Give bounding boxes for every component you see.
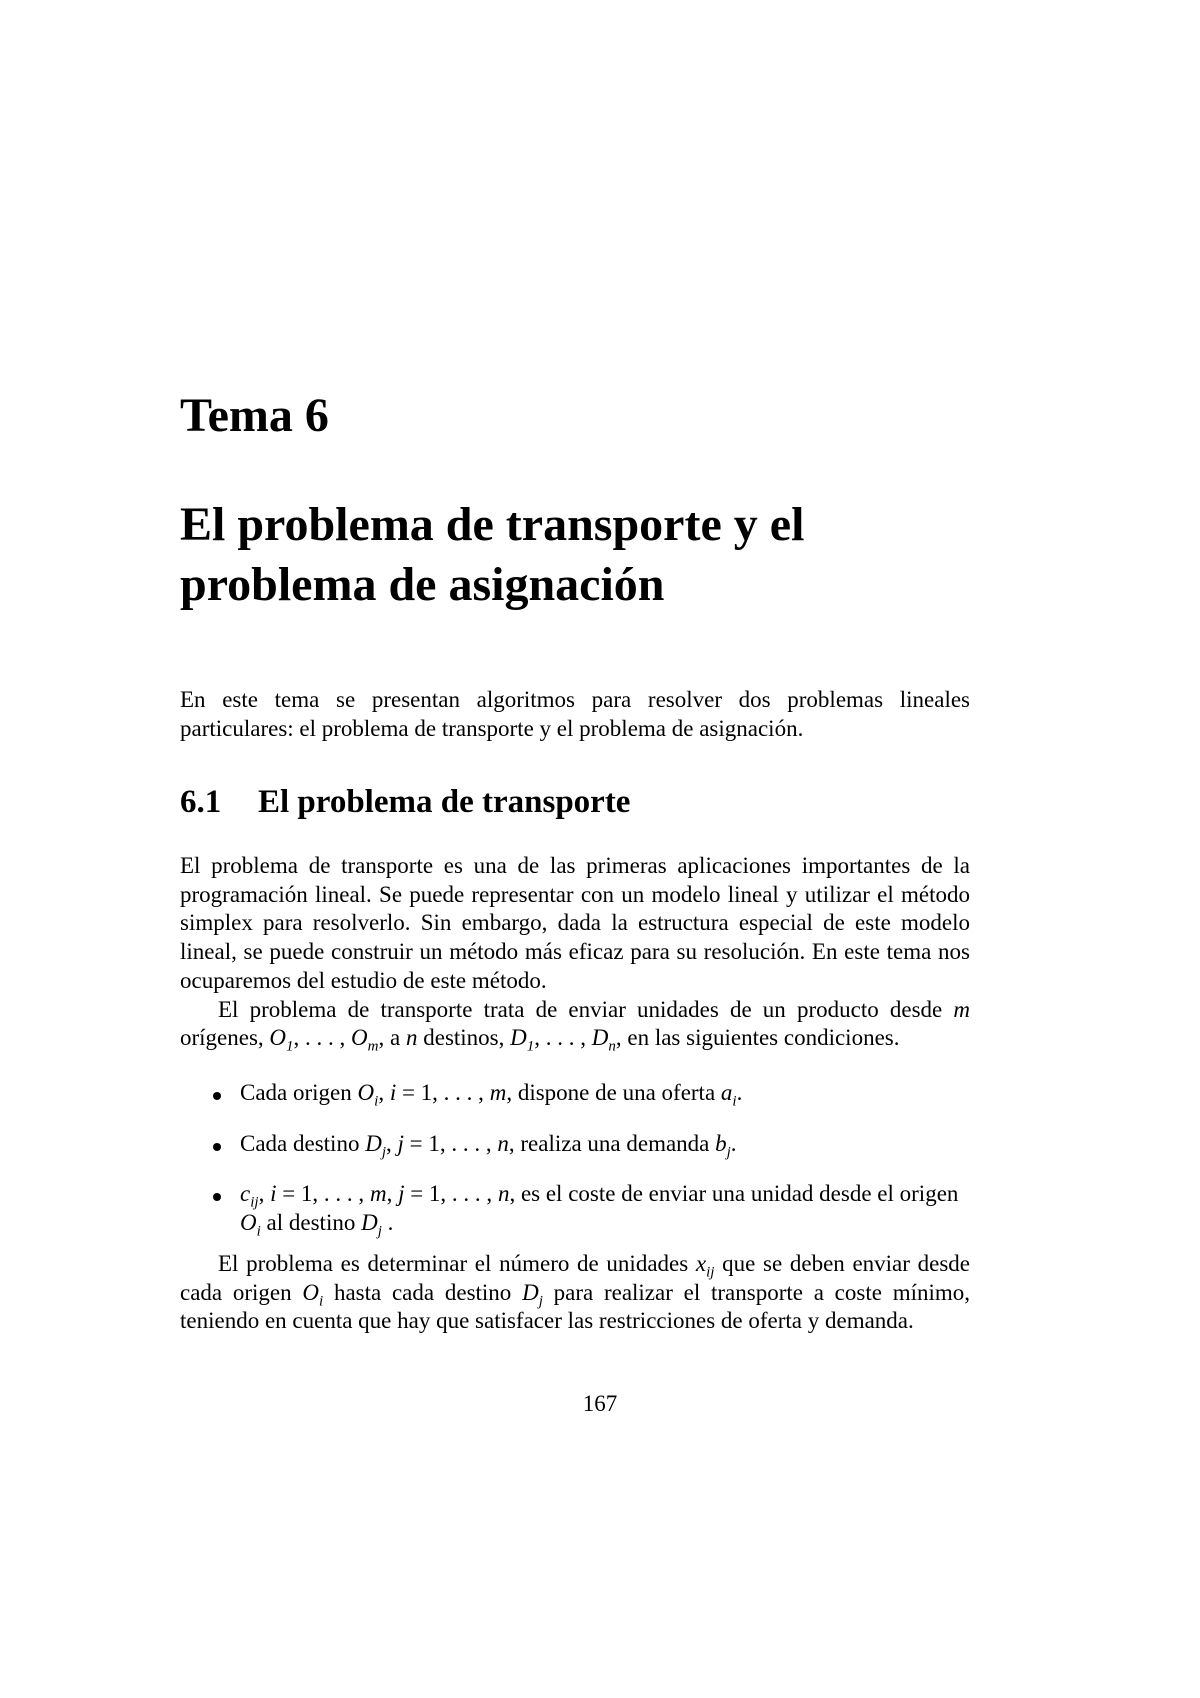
chapter-label: Tema 6 — [180, 389, 329, 442]
conditions-list — [180, 1079, 970, 1238]
closing-text-3: hasta cada destino — [323, 1279, 523, 1305]
b1-text-3: , dispone de una oferta — [506, 1080, 721, 1105]
intro-text: En este tema se presentan algoritmos para resolver dos problemas lineales particulares: el problema de transporte y el problema de asignación. — [180, 687, 970, 741]
closing-text-1: El problema es determinar el número de unidades — [218, 1251, 696, 1276]
section-title: El problema de transporte — [258, 784, 631, 820]
b2-sub-j: j — [381, 1144, 386, 1161]
p2-math-d2: D — [591, 1025, 609, 1051]
b2-text-2: , — [386, 1130, 398, 1156]
section-body — [180, 852, 970, 1053]
b3-math-d: D — [361, 1210, 378, 1236]
b2-text-1: Cada destino — [240, 1130, 366, 1156]
bullet-icon — [213, 1193, 221, 1201]
p2-sub-1: 1 — [286, 1038, 294, 1055]
chapter-title-line-2: problema de asignación — [180, 558, 665, 611]
closing-sub-x: ij — [706, 1264, 715, 1281]
b3-math-j: j — [398, 1181, 405, 1207]
b3-text-1: , — [258, 1181, 271, 1207]
b1-sub-i: i — [374, 1093, 379, 1110]
closing-math-x: x — [695, 1251, 707, 1276]
p2-math-m: m — [953, 996, 970, 1022]
b3-eq-2: = 1, . . . , — [404, 1181, 498, 1207]
closing-text-4: para realizar el transporte a coste mínimo, teniendo en cuenta que hay que satisfacer las restricciones de oferta y demanda. — [180, 1279, 971, 1334]
b1-eq: = 1, . . . , — [396, 1080, 490, 1105]
p2-math-n: n — [405, 1025, 418, 1051]
p2-sub-m: m — [367, 1038, 379, 1055]
b2-text-4: . — [730, 1130, 737, 1156]
b3-math-c: c — [240, 1181, 251, 1207]
paragraph-1: El problema de transporte es una de las primeras aplicaciones importantes de la programación lineal. Se puede representar con un modelo lineal y utilizar el método simplex para resolverlo. Sin embargo, dada la estructura especial de este modelo lineal, se puede construir un método más eficaz para su resolución. En este tema nos ocuparemos del estudio de este método. — [180, 853, 970, 993]
p2-text-5: , en las siguientes condiciones. — [615, 1025, 900, 1051]
section-number: 6.1 — [180, 784, 222, 820]
p2-sub-n: n — [608, 1038, 616, 1055]
chapter-title — [180, 495, 1000, 615]
b3-sub-j: j — [377, 1223, 382, 1240]
bullet-icon — [213, 1143, 221, 1151]
p2-math-o: O — [269, 1025, 287, 1051]
b3-text-5: . — [381, 1210, 394, 1236]
b1-text-2: , — [378, 1080, 390, 1105]
p2-text-1: El problema de transporte trata de enviar unidades de un producto desde — [218, 996, 954, 1022]
section-heading — [180, 786, 630, 819]
b1-math-o: O — [357, 1080, 375, 1105]
list-item — [180, 1079, 970, 1108]
closing-math-o: O — [302, 1279, 320, 1305]
closing-sub-i: i — [319, 1293, 324, 1310]
closing-text-2: que se deben enviar desde cada origen — [180, 1251, 970, 1305]
b1-math-m: m — [489, 1080, 507, 1105]
closing-paragraph — [180, 1250, 970, 1336]
list-item — [180, 1130, 970, 1159]
b3-math-o: O — [240, 1210, 257, 1236]
b2-eq: = 1, . . . , — [403, 1130, 498, 1156]
intro-paragraph — [180, 686, 970, 743]
p2-text-3: , a — [378, 1025, 406, 1051]
b1-math-i: i — [389, 1080, 397, 1105]
closing-text — [180, 1250, 970, 1336]
b1-text-1: Cada origen — [240, 1080, 358, 1105]
b3-text-2: , — [386, 1181, 399, 1207]
p2-dots-2: , . . . , — [534, 1025, 592, 1051]
b3-eq-1: = 1, . . . , — [276, 1181, 370, 1207]
p2-text-4: destinos, — [417, 1025, 511, 1051]
bullet-icon — [213, 1092, 221, 1100]
closing-sub-j: j — [538, 1293, 543, 1310]
b3-sub-c: ij — [250, 1195, 259, 1211]
p2-math-o2: O — [351, 1025, 368, 1051]
b3-text-4: al destino — [260, 1210, 362, 1236]
closing-math-d: D — [522, 1279, 539, 1305]
b3-math-i: i — [270, 1181, 277, 1207]
page-number: 167 — [582, 1391, 618, 1416]
p2-math-d: D — [510, 1025, 527, 1051]
p2-text-2: orígenes, — [180, 1025, 270, 1051]
b3-sub-i: i — [256, 1223, 261, 1240]
p2-sub-2: 1 — [526, 1038, 535, 1055]
b3-math-m: m — [369, 1181, 387, 1207]
b3-text-3: , es el coste de enviar una unidad desde el origen — [509, 1181, 959, 1207]
b2-sub-b: j — [726, 1144, 731, 1161]
b1-text-4: . — [736, 1080, 743, 1105]
b1-math-a: a — [720, 1080, 733, 1105]
chapter-title-line-1: El problema de transporte y el — [180, 498, 805, 551]
b1-sub-a: i — [732, 1093, 737, 1110]
list-item — [180, 1180, 970, 1240]
b2-math-n: n — [497, 1130, 509, 1156]
paragraph-2 — [180, 996, 970, 1053]
b3-math-n: n — [497, 1181, 510, 1207]
b2-math-b: b — [715, 1130, 727, 1156]
p2-dots-1: , . . . , — [293, 1025, 352, 1051]
b2-math-d: D — [365, 1130, 382, 1156]
b2-text-3: , realiza una demanda — [508, 1130, 716, 1156]
b2-math-j: j — [397, 1130, 404, 1156]
